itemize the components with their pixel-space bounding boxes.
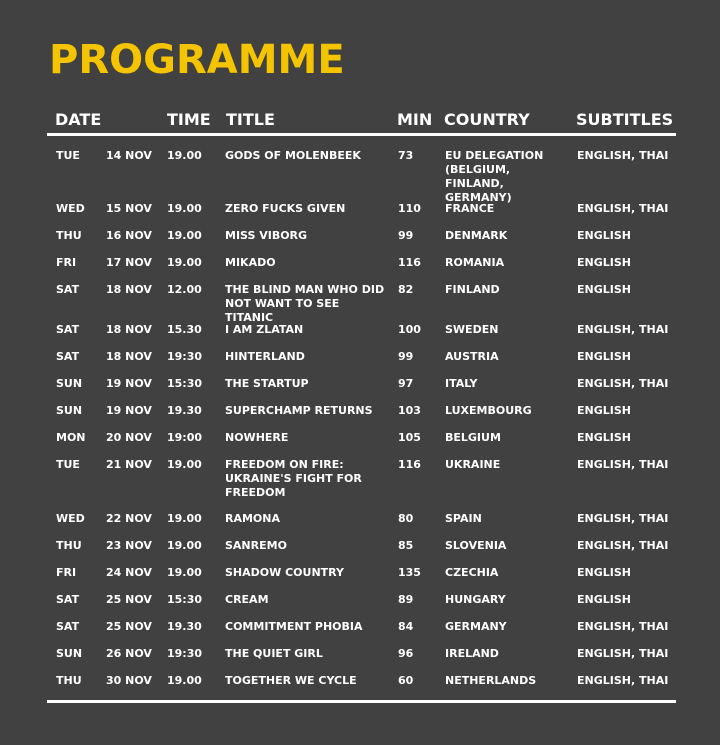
row-date: 25 NOV: [106, 620, 152, 633]
row-date: 16 NOV: [106, 229, 152, 242]
row-min: 103: [398, 404, 421, 417]
row-day: THU: [56, 674, 82, 687]
row-min: 85: [398, 539, 414, 552]
row-time: 19:00: [167, 431, 203, 444]
row-day: MON: [56, 431, 86, 444]
row-time: 19.00: [167, 512, 202, 525]
row-day: FRI: [56, 566, 77, 579]
row-min: 96: [398, 647, 414, 660]
row-date: 18 NOV: [106, 283, 152, 296]
row-min: 116: [398, 458, 421, 471]
row-date: 23 NOV: [106, 539, 152, 552]
row-day: SUN: [56, 647, 83, 660]
row-country: IRELAND: [445, 647, 499, 660]
row-title: MISS VIBORG: [225, 229, 308, 242]
header-country: COUNTRY: [444, 110, 530, 129]
row-day: SAT: [56, 323, 80, 336]
row-day: SAT: [56, 283, 80, 296]
row-country: ROMANIA: [445, 256, 505, 269]
row-title: THE BLIND MAN WHO DID NOT WANT TO SEE TITANIC: [225, 283, 385, 324]
row-subtitles: ENGLISH, THAI: [577, 512, 669, 525]
row-subtitles: ENGLISH, THAI: [577, 539, 669, 552]
row-title: HINTERLAND: [225, 350, 305, 363]
header-title: TITLE: [226, 110, 275, 129]
row-day: SAT: [56, 350, 80, 363]
row-time: 15:30: [167, 377, 203, 390]
page-title: PROGRAMME: [49, 37, 345, 83]
row-day: WED: [56, 202, 85, 215]
row-title: ZERO FUCKS GIVEN: [225, 202, 346, 215]
row-day: SUN: [56, 404, 83, 417]
row-time: 19.00: [167, 539, 202, 552]
row-title: FREEDOM ON FIRE: UKRAINE'S FIGHT FOR FREEDOM: [225, 458, 362, 499]
row-min: 116: [398, 256, 421, 269]
row-min: 84: [398, 620, 414, 633]
row-country: SLOVENIA: [445, 539, 507, 552]
row-country: CZECHIA: [445, 566, 499, 579]
row-country: AUSTRIA: [445, 350, 499, 363]
row-subtitles: ENGLISH, THAI: [577, 202, 669, 215]
row-subtitles: ENGLISH: [577, 256, 631, 269]
table-header: [0, 109, 720, 133]
row-subtitles: ENGLISH: [577, 566, 631, 579]
row-date: 25 NOV: [106, 593, 152, 606]
row-day: THU: [56, 229, 82, 242]
row-time: 12.00: [167, 283, 202, 296]
row-subtitles: ENGLISH: [577, 229, 631, 242]
row-title: SUPERCHAMP RETURNS: [225, 404, 373, 417]
row-date: 30 NOV: [106, 674, 152, 687]
row-min: 73: [398, 149, 414, 162]
row-country: SPAIN: [445, 512, 482, 525]
row-title: SANREMO: [225, 539, 287, 552]
row-date: 14 NOV: [106, 149, 152, 162]
row-country: EU DELEGATION (BELGIUM, FINLAND, GERMANY): [445, 149, 544, 204]
row-day: SAT: [56, 620, 80, 633]
row-day: FRI: [56, 256, 77, 269]
row-time: 19:30: [167, 647, 203, 660]
row-title: TOGETHER WE CYCLE: [225, 674, 357, 687]
row-time: 19.00: [167, 566, 202, 579]
row-time: 15:30: [167, 593, 203, 606]
row-min: 80: [398, 512, 414, 525]
row-country: DENMARK: [445, 229, 508, 242]
row-date: 15 NOV: [106, 202, 152, 215]
row-title: RAMONA: [225, 512, 280, 525]
row-country: HUNGARY: [445, 593, 506, 606]
row-subtitles: ENGLISH: [577, 593, 631, 606]
row-country: ITALY: [445, 377, 478, 390]
row-title: THE STARTUP: [225, 377, 309, 390]
row-time: 19.00: [167, 229, 202, 242]
row-title: I AM ZLATAN: [225, 323, 304, 336]
row-subtitles: ENGLISH, THAI: [577, 674, 669, 687]
row-time: 19:30: [167, 350, 203, 363]
header-time: TIME: [167, 110, 211, 129]
row-date: 21 NOV: [106, 458, 152, 471]
row-country: BELGIUM: [445, 431, 501, 444]
row-date: 19 NOV: [106, 377, 152, 390]
row-country: GERMANY: [445, 620, 507, 633]
row-date: 19 NOV: [106, 404, 152, 417]
row-country: FINLAND: [445, 283, 500, 296]
header-subtitles: SUBTITLES: [576, 110, 674, 129]
row-title: MIKADO: [225, 256, 276, 269]
row-date: 18 NOV: [106, 323, 152, 336]
header-min: MIN: [397, 110, 433, 129]
row-date: 18 NOV: [106, 350, 152, 363]
row-min: 60: [398, 674, 414, 687]
row-date: 20 NOV: [106, 431, 152, 444]
row-subtitles: ENGLISH, THAI: [577, 377, 669, 390]
row-day: TUE: [56, 149, 80, 162]
row-date: 26 NOV: [106, 647, 152, 660]
row-min: 97: [398, 377, 414, 390]
row-country: UKRAINE: [445, 458, 501, 471]
row-day: TUE: [56, 458, 80, 471]
row-subtitles: ENGLISH: [577, 283, 631, 296]
row-min: 100: [398, 323, 421, 336]
row-min: 99: [398, 350, 414, 363]
row-time: 15.30: [167, 323, 202, 336]
header-divider: [47, 133, 676, 136]
row-subtitles: ENGLISH, THAI: [577, 458, 669, 471]
row-min: 135: [398, 566, 421, 579]
row-min: 99: [398, 229, 414, 242]
row-title: NOWHERE: [225, 431, 289, 444]
row-time: 19.30: [167, 620, 202, 633]
row-country: NETHERLANDS: [445, 674, 537, 687]
row-day: SUN: [56, 377, 83, 390]
row-country: FRANCE: [445, 202, 495, 215]
row-date: 17 NOV: [106, 256, 152, 269]
row-min: 110: [398, 202, 421, 215]
row-subtitles: ENGLISH, THAI: [577, 323, 669, 336]
row-min: 105: [398, 431, 421, 444]
row-time: 19.00: [167, 256, 202, 269]
row-min: 89: [398, 593, 414, 606]
row-time: 19.00: [167, 458, 202, 471]
row-subtitles: ENGLISH: [577, 431, 631, 444]
row-time: 19.00: [167, 674, 202, 687]
header-date: DATE: [55, 110, 102, 129]
row-subtitles: ENGLISH: [577, 350, 631, 363]
row-subtitles: ENGLISH, THAI: [577, 620, 669, 633]
row-title: THE QUIET GIRL: [225, 647, 323, 660]
row-time: 19.30: [167, 404, 202, 417]
footer-divider: [47, 700, 676, 703]
row-title: SHADOW COUNTRY: [225, 566, 344, 579]
row-title: GODS OF MOLENBEEK: [225, 149, 361, 162]
row-title: COMMITMENT PHOBIA: [225, 620, 363, 633]
row-subtitles: ENGLISH, THAI: [577, 149, 669, 162]
row-country: SWEDEN: [445, 323, 499, 336]
row-subtitles: ENGLISH, THAI: [577, 647, 669, 660]
row-title: CREAM: [225, 593, 269, 606]
row-day: WED: [56, 512, 85, 525]
row-time: 19.00: [167, 149, 202, 162]
row-time: 19.00: [167, 202, 202, 215]
row-day: THU: [56, 539, 82, 552]
row-country: LUXEMBOURG: [445, 404, 532, 417]
row-date: 22 NOV: [106, 512, 152, 525]
row-date: 24 NOV: [106, 566, 152, 579]
row-min: 82: [398, 283, 414, 296]
row-subtitles: ENGLISH: [577, 404, 631, 417]
row-day: SAT: [56, 593, 80, 606]
